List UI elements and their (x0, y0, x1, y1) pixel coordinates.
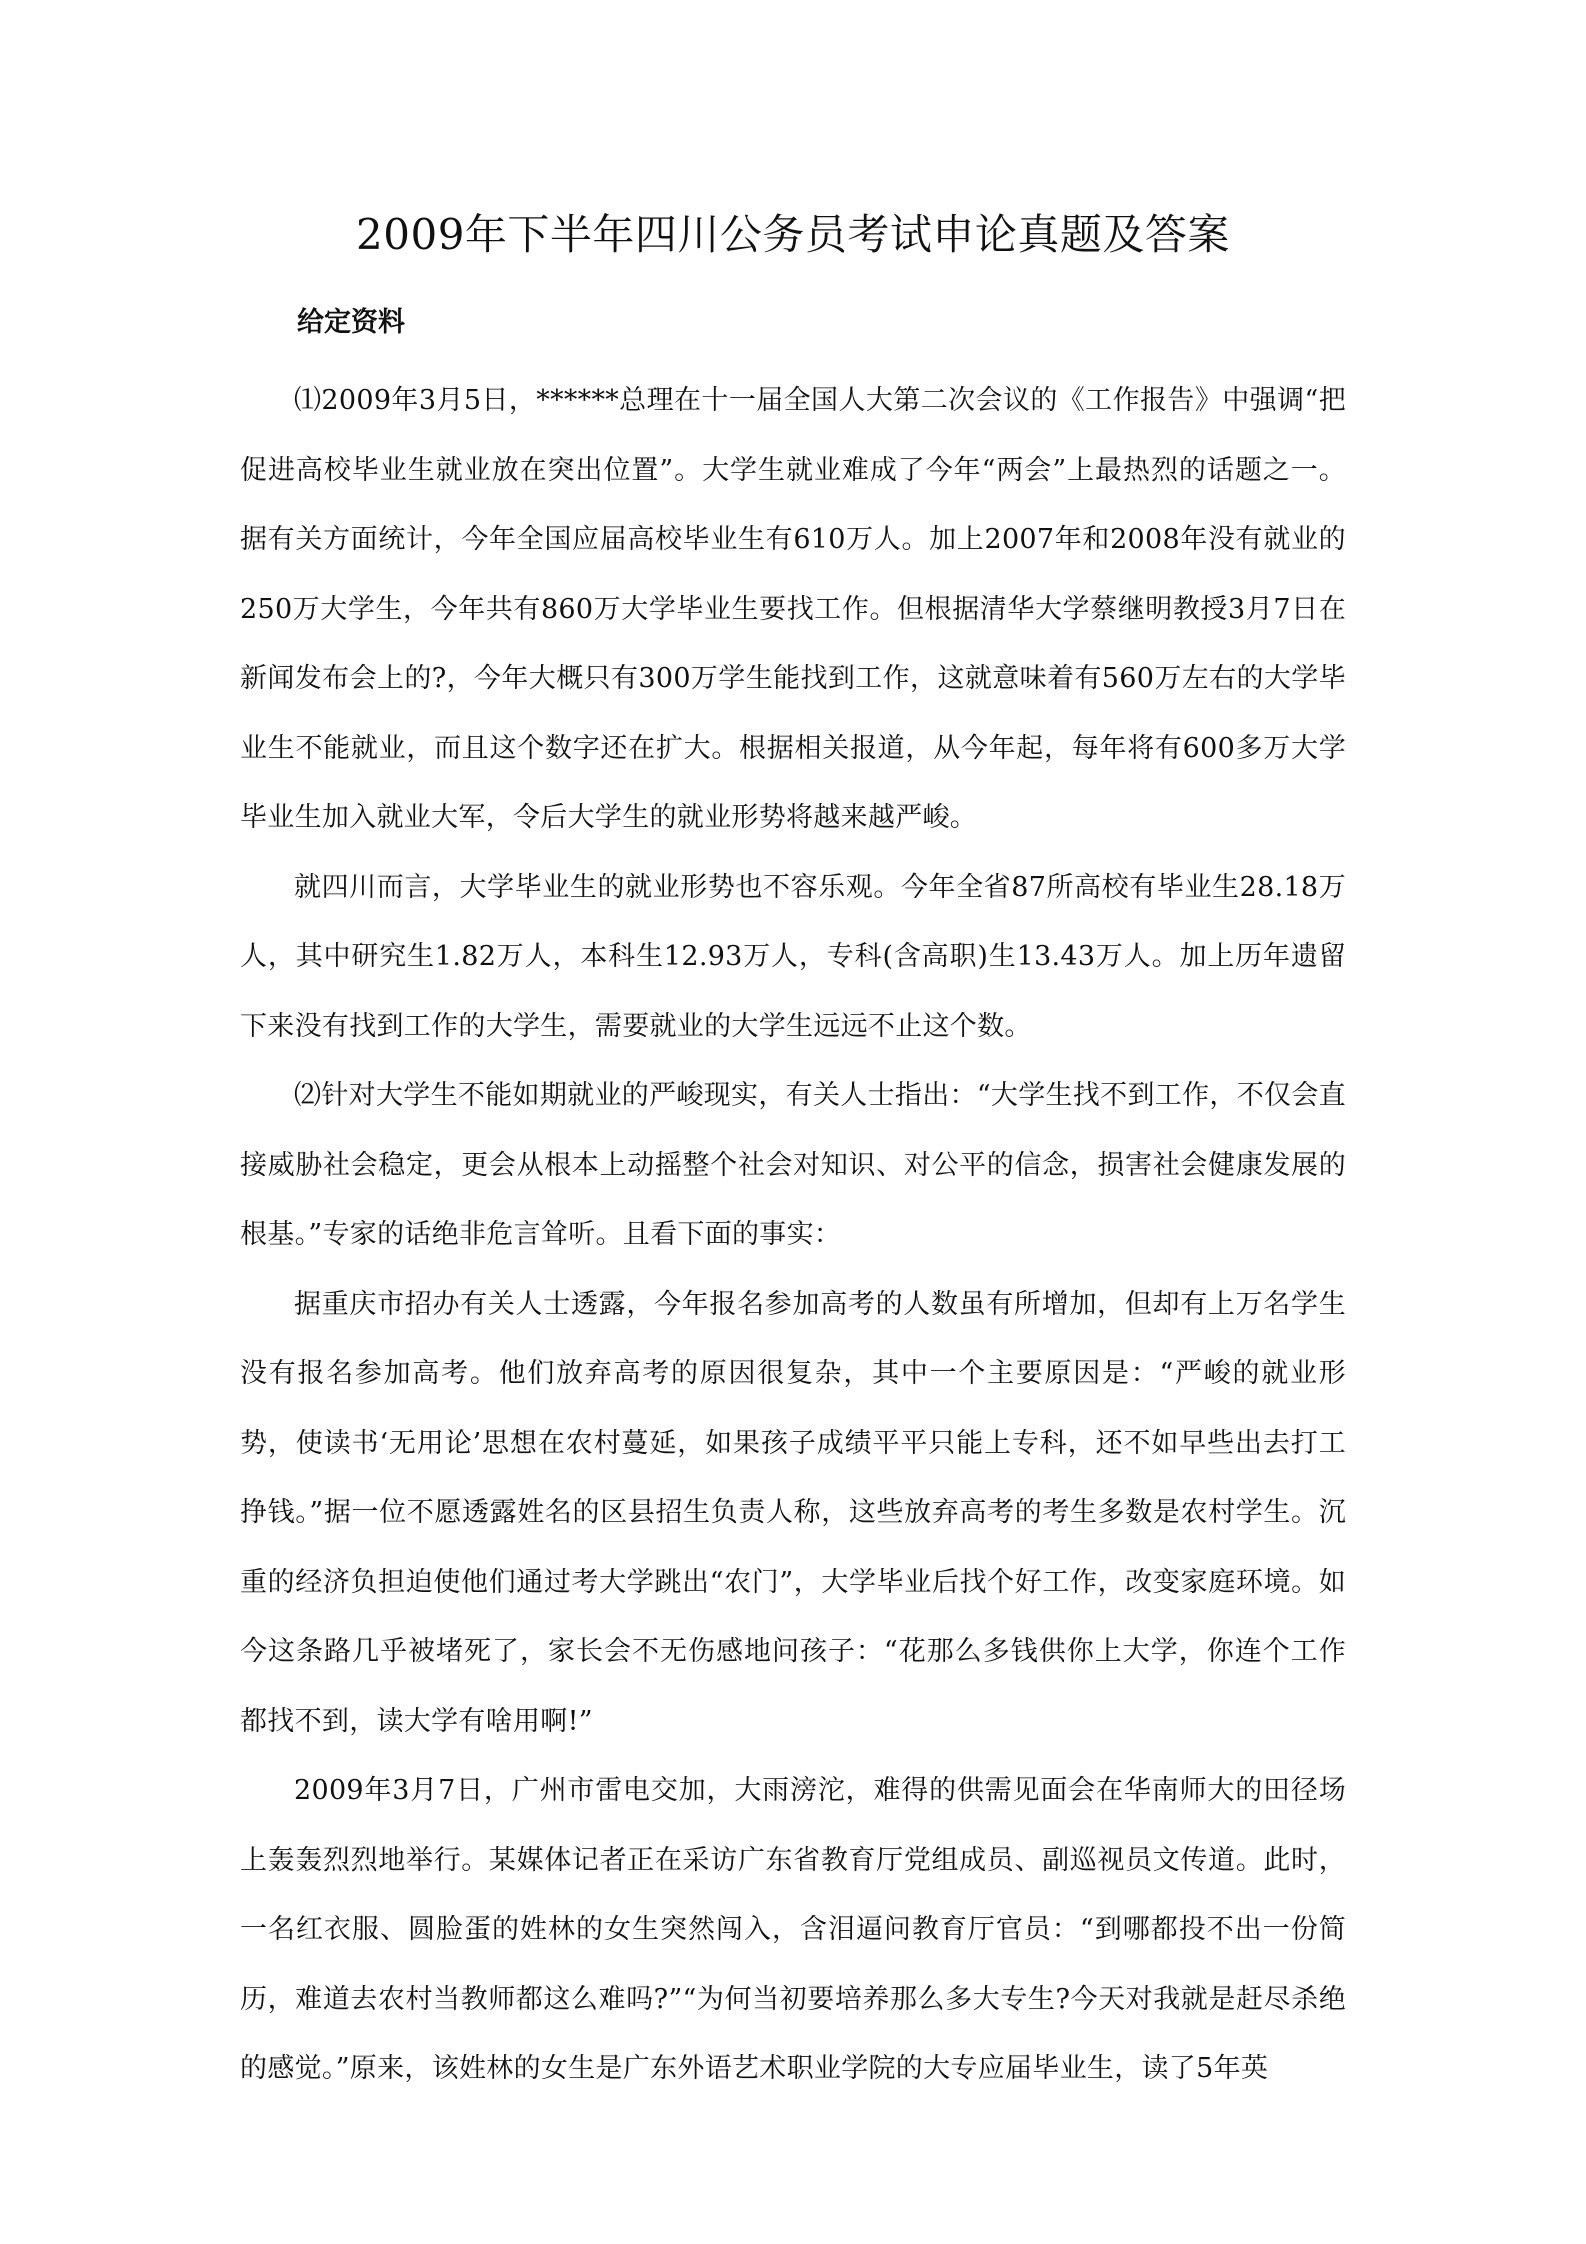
paragraph-5: 2009年3月7日，广州市雷电交加，大雨滂沱，难得的供需见面会在华南师大的田径场上轰轰烈烈地举行。某媒体记者正在采访广东省教育厅党组成员、副巡视员文传道。此时，一名红衣服、圆脸蛋的姓林的女生突然闯入，含泪逼问教育厅官员：“到哪都投不出一份简历，难道去农村当教师都这么难吗?”“为何当初要培养那么多大专生?今天对我就是赶尽杀绝的感觉。”原来，该姓林的女生是广东外语艺术职业学院的大专应届毕业生，读了5年英 (240, 1775, 1346, 2084)
paragraph-1: ⑴2009年3月5日，******总理在十一届全国人大第二次会议的《工作报告》中强调“把促进高校毕业生就业放在突出位置”。大学生就业难成了今年“两会”上最热烈的话题之一。据有关方面统计，今年全国应届高校毕业生有610万人。加上2007年和2008年没有就业的250万大学生，今年共有860万大学毕业生要找工作。但根据清华大学蔡继明教授3月7日在新闻发布会上的?，今年大概只有300万学生能找到工作，这就意味着有560万左右的大学毕业生不能就业，而且这个数字还在扩大。根据相关报道，从今年起，每年将有600多万大学毕业生加入就业大军，令后大学生的就业形势将越来越严峻。 (240, 385, 1346, 833)
paragraph-2: 就四川而言，大学毕业生的就业形势也不容乐观。今年全省87所高校有毕业生28.18万人，其中研究生1.82万人，本科生12.93万人，专科(含高职)生13.43万人。加上历年遗留下来没有找到工作的大学生，需要就业的大学生远远不止这个数。 (240, 871, 1346, 1042)
paragraph-3: ⑵针对大学生不能如期就业的严峻现实，有关人士指出：“大学生找不到工作，不仅会直接威胁社会稳定，更会从根本上动摇整个社会对知识、对公平的信念，损害社会健康发展的根基。”专家的话绝非危言耸听。且看下面的事实： (240, 1080, 1346, 1250)
document-title: 2009年下半年四川公务员考试申论真题及答案 (356, 210, 1230, 259)
paragraph-4: 据重庆市招办有关人士透露，今年报名参加高考的人数虽有所增加，但却有上万名学生没有报名参加高考。他们放弃高考的原因很复杂，其中一个主要原因是：“严峻的就业形势，使读书‘无用论’思想在农村蔓延，如果孩子成绩平平只能上专科，还不如早些出去打工挣钱。”据一位不愿透露姓名的区县招生负责人称，这些放弃高考的考生多数是农村学生。沉重的经济负担迫使他们通过考大学跳出“农门”，大学毕业后找个好工作，改变家庭环境。如今这条路几乎被堵死了，家长会不无伤感地问孩子：“花那么多钱供你上大学，你连个工作都找不到，读大学有啥用啊!” (240, 1288, 1346, 1737)
body-text (240, 366, 1346, 2104)
section-label: 给定资料 (297, 307, 405, 338)
